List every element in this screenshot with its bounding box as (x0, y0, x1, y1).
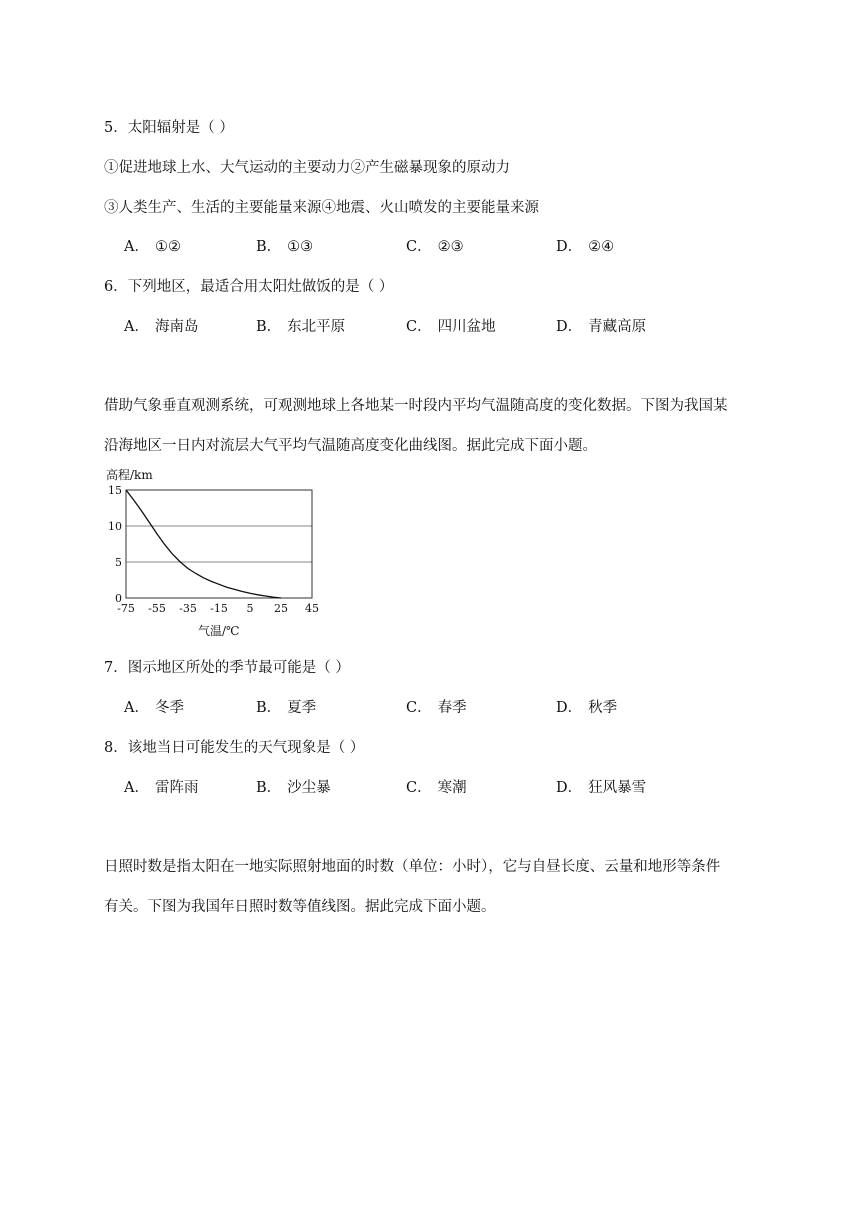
option-b[interactable]: B． 沙尘暴 (256, 780, 331, 796)
x-tick-label: -75 (117, 602, 135, 615)
x-axis-label: 气温/℃ (198, 624, 240, 638)
x-tick-label: 25 (274, 602, 288, 615)
temperature-altitude-chart (96, 462, 336, 644)
x-tick-labels (117, 602, 319, 615)
passage-1-line-1: 借助气象垂直观测系统，可观测地球上各地某一时段内平均气温随高度的变化数据。下图为我国某 (104, 398, 728, 414)
x-tick-label: 45 (305, 602, 319, 615)
option-c[interactable]: C． ②③ (406, 239, 464, 255)
question-8-stem: 8．该地当日可能发生的天气现象是（ ） (104, 740, 365, 756)
x-tick-label: -15 (210, 602, 228, 615)
y-tick-label: 10 (108, 520, 122, 533)
option-d[interactable]: D． 秋季 (556, 700, 618, 716)
option-b[interactable]: B． 夏季 (256, 700, 317, 716)
y-tick-label: 0 (115, 592, 122, 605)
question-5-stem: 5．太阳辐射是（ ） (104, 120, 234, 136)
question-6-stem: 6．下列地区，最适合用太阳灶做饭的是（ ） (104, 279, 394, 295)
passage-2-line-2: 有关。下图为我国年日照时数等值线图。据此完成下面小题。 (104, 899, 496, 915)
x-tick-label: -55 (148, 602, 166, 615)
x-tick-label: 5 (246, 602, 254, 615)
question-7-stem: 7．图示地区所处的季节最可能是（ ） (104, 660, 350, 676)
option-a[interactable]: A． 雷阵雨 (124, 780, 199, 796)
passage-1-line-2: 沿海地区一日内对流层大气平均气温随高度变化曲线图。据此完成下面小题。 (104, 438, 597, 454)
option-b[interactable]: B． 东北平原 (256, 319, 346, 335)
option-c[interactable]: C． 春季 (406, 700, 467, 716)
option-d[interactable]: D． 青藏高原 (556, 319, 647, 335)
question-5-statement-1: ①促进地球上水、大气运动的主要动力②产生磁暴现象的原动力 (104, 160, 510, 176)
passage-2-line-1: 日照时数是指太阳在一地实际照射地面的时数（单位：小时），它与自昼长度、云量和地形等条件 (104, 859, 721, 875)
y-axis-label: 高程/km (106, 468, 153, 482)
grid-lines (126, 526, 312, 562)
y-tick-labels (108, 484, 122, 605)
plot-frame (126, 490, 312, 598)
option-b[interactable]: B． ①③ (256, 239, 314, 255)
y-tick-label: 5 (115, 556, 122, 569)
question-5-statement-2: ③人类生产、生活的主要能量来源④地震、火山喷发的主要能量来源 (104, 200, 539, 216)
option-a[interactable]: A． 海南岛 (124, 319, 199, 335)
option-a[interactable]: A． ①② (124, 239, 181, 255)
option-a[interactable]: A． 冬季 (124, 700, 184, 716)
y-tick-label: 15 (108, 484, 122, 497)
option-c[interactable]: C． 寒潮 (406, 780, 467, 796)
temperature-curve (126, 490, 281, 598)
option-d[interactable]: D． 狂风暴雪 (556, 780, 647, 796)
option-c[interactable]: C． 四川盆地 (406, 319, 496, 335)
x-tick-label: -35 (179, 602, 197, 615)
option-d[interactable]: D． ②④ (556, 239, 615, 255)
